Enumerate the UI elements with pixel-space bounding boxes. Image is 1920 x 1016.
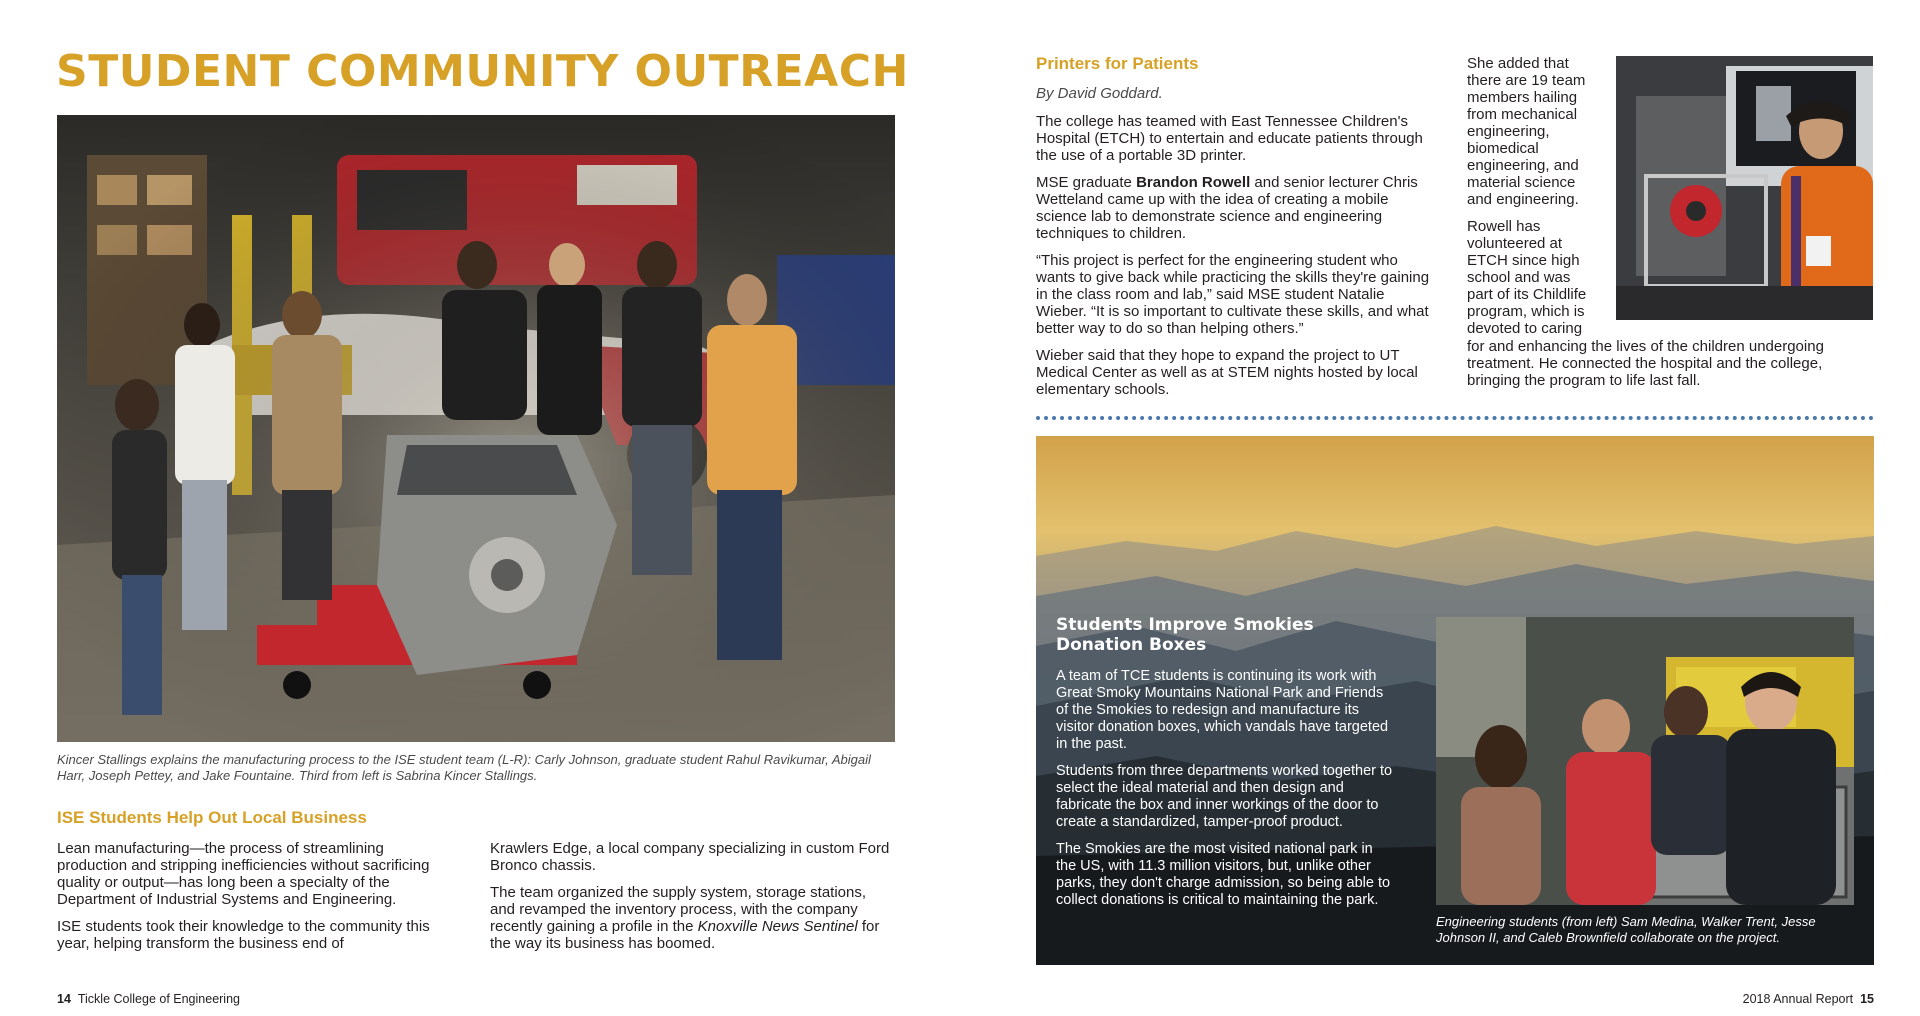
students-engine-shop-image — [57, 115, 895, 742]
ise-paragraph-4 — [490, 884, 890, 952]
printers-paragraph-6: Rowell has volunteered at ETCH since high school and was part of its Childlife program, which is devoted to caring — [1467, 218, 1587, 337]
smokies-body — [1056, 668, 1396, 919]
smokies-paragraph-2: Students from three departments worked together to select the ideal material and then design and fabricate the box and inner workings of the door to create a standardized, tamper-proof product. — [1056, 763, 1393, 830]
printers-paragraph-2-start: MSE graduate — [1036, 174, 1137, 191]
photo-caption: Kincer Stallings explains the manufacturing process to the ISE student team (L-R): Carly Johnson, graduate student Rahul Ravikumar, Abigail Harr, Joseph Pettey, and Jake Fountaine. Third from left is Sabrina Kincer Stallings. — [57, 752, 871, 783]
section-divider — [1036, 416, 1874, 420]
printers-paragraph-2 — [1036, 174, 1436, 242]
right-page-number: 15 — [1860, 992, 1874, 1006]
ise-paragraph-2: ISE students took their knowledge to the community this year, helping transform the business end of — [57, 918, 430, 952]
printers-paragraph-4: Wieber said that they hope to expand the project to UT Medical Center as well as at STEM nights hosted by local elementary schools. — [1036, 347, 1418, 398]
printers-paragraph-7: for and enhancing the lives of the children undergoing treatment. He connected the hospital and the college, bringing the program to life last fall. — [1467, 338, 1824, 389]
ise-paragraph-4-start: The team organized the supply system, storage stations, and revamped the inventory process, with the company recently gaining a profile in the — [490, 884, 867, 935]
ise-paragraph-4-end: for the way its business has boomed. — [490, 918, 880, 952]
printers-column-2-wide — [1467, 338, 1875, 399]
newspaper-title: Knoxville News Sentinel — [697, 918, 858, 935]
ise-story-heading: ISE Students Help Out Local Business — [57, 808, 367, 827]
smokies-paragraph-3: The Smokies are the most visited national park in the US, with 11.3 million visitors, but, unlike other parks, they don't charge admission, so being able to collect donations is critical to maintaining the park. — [1056, 841, 1391, 908]
page-title: STUDENT COMMUNITY OUTREACH — [56, 46, 909, 97]
workshop-caption: Engineering students (from left) Sam Medina, Walker Trent, Jesse Johnson II, and Caleb Brownfield collaborate on the project. — [1436, 914, 1816, 945]
ise-story-column-1 — [57, 840, 457, 962]
photo-3d-printer — [1616, 56, 1873, 320]
printers-paragraph-1: The college has teamed with East Tennessee Children's Hospital (ETCH) to entertain and educate patients through the use of a portable 3D printer. — [1036, 113, 1423, 164]
photo-workshop — [1436, 617, 1854, 905]
smokies-paragraph-1: A team of TCE students is continuing its work with Great Smoky Mountains National Park and Friends of the Smokies to redesign and manufacture its visitor donation boxes, which vandals have targeted in the past. — [1056, 668, 1389, 752]
ise-paragraph-1: Lean manufacturing—the process of streamlining production and stripping inefficiencies without sacrificing quality or output—has long been a specialty of the Department of Industrial Systems and Engineering. — [57, 840, 430, 908]
printers-paragraph-2-end: and senior lecturer Chris Wetteland came up with the idea of creating a mobile science lab to demonstrate science and engineering techniques to children. — [1036, 174, 1418, 242]
right-footer — [1680, 992, 1874, 1006]
ise-story-column-2 — [490, 840, 890, 962]
printers-column-2-narrow — [1467, 55, 1595, 347]
printers-paragraph-5: She added that there are 19 team members hailing from mechanical engineering, biomedical engineering, and material science and engineering. — [1467, 55, 1586, 208]
student-3d-printer-image — [1616, 56, 1873, 320]
printers-byline: By David Goddard. — [1036, 85, 1163, 102]
left-footer — [57, 992, 240, 1006]
left-page-number: 14 — [57, 992, 71, 1006]
student-name: Brandon Rowell — [1136, 174, 1251, 191]
students-workshop-image — [1436, 617, 1854, 905]
smokies-heading: Students Improve Smokies Donation Boxes — [1056, 615, 1314, 655]
ise-paragraph-3: Krawlers Edge, a local company specializing in custom Ford Bronco chassis. — [490, 840, 890, 874]
printers-column-1 — [1036, 113, 1436, 408]
printers-heading: Printers for Patients — [1036, 54, 1199, 73]
photo-engine-shop — [57, 115, 895, 742]
left-footer-publication: Tickle College of Engineering — [77, 992, 240, 1006]
right-footer-publication: 2018 Annual Report — [1742, 992, 1854, 1006]
printers-paragraph-3: “This project is perfect for the engineering student who wants to give back while practicing the skills they're gaining in the class room and lab,” said MSE student Natalie Wieber. “It is so important to cultivate these skills, and what better way to do so than helping others.” — [1036, 252, 1430, 337]
